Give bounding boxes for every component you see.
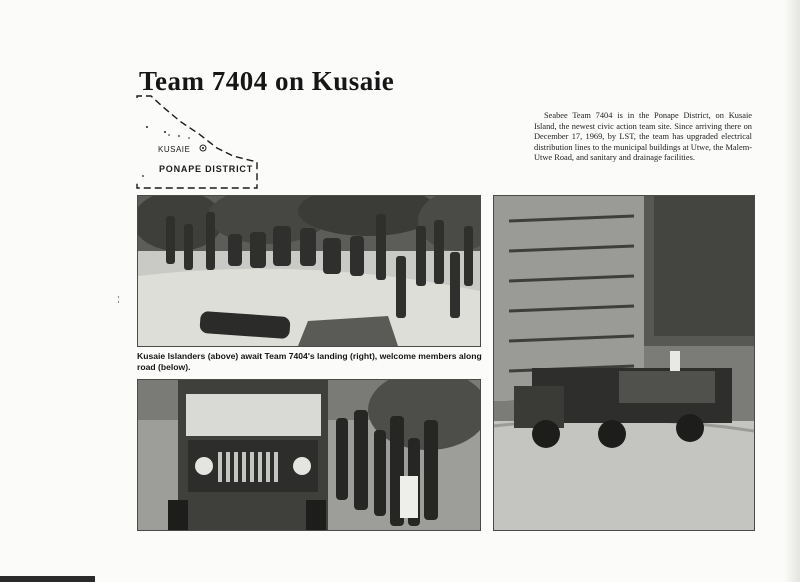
scan-edge-shadow bbox=[0, 576, 95, 582]
photo-caption: Kusaie Islanders (above) await Team 7404's landing (right), welcome members along road (below). bbox=[137, 351, 482, 372]
photo-lst-landing bbox=[493, 195, 755, 531]
article-intro: Seabee Team 7404 is in the Ponape District, on Kusaie Island, the newest civic action team site. Since arriving there on December 17, 1969, by LST, the team has upgraded electrical distribution lines to the municipal buildings at Utwe, the Malem-Utwe Road, and sanitary and drainage facilities. bbox=[534, 111, 752, 162]
margin-mark bbox=[117, 296, 120, 304]
photo-jeep-children bbox=[137, 379, 481, 531]
map-label-ponape-district: PONAPE DISTRICT bbox=[159, 164, 254, 174]
page-title: Team 7404 on Kusaie bbox=[139, 66, 395, 96]
map-label-kusaie: KUSAIE bbox=[158, 145, 191, 154]
page-edge-shading bbox=[784, 0, 800, 582]
photo-islanders-beach bbox=[137, 195, 481, 347]
map-outline bbox=[133, 92, 261, 192]
